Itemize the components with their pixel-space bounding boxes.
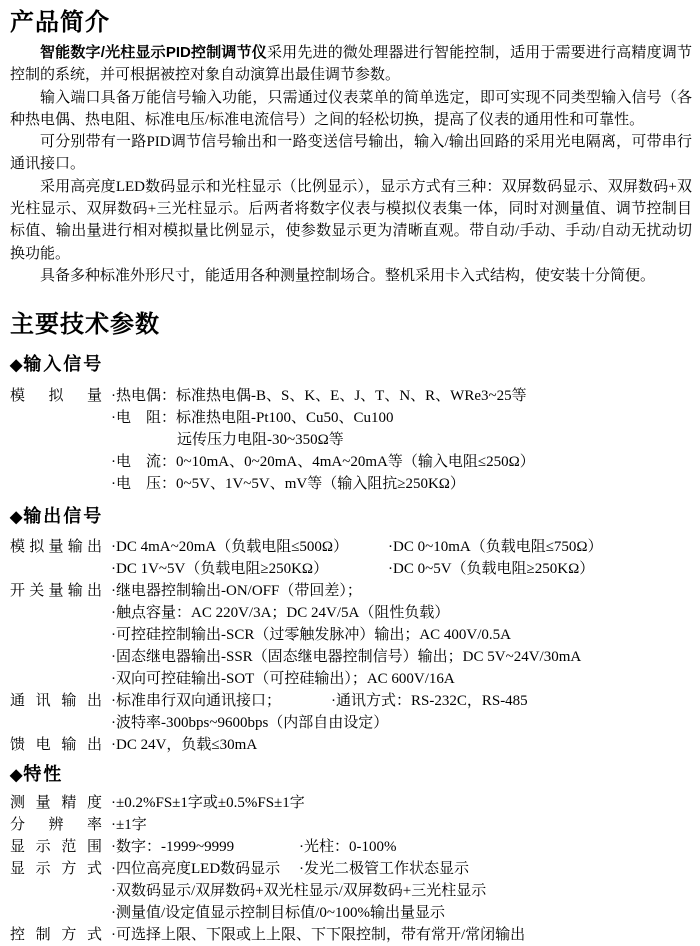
section-input-signals [10,351,692,495]
spec-lines [102,792,692,814]
spec-row-analog-quantity [10,385,692,495]
spec-cell: ·DC 1V~5V（负载电阻≥250KΩ） [111,561,329,578]
spec-line-current: ·电 流：0~10mA、0~20mA、4mA~20mA等（输入电阻≤250Ω） [111,454,535,471]
diamond-icon: ◆ [10,509,23,527]
spec-row-switch-output [10,580,692,690]
spec-row-comm-output [10,690,692,734]
intro-paragraph-4: 采用高亮度LED数码显示和光柱显示（比例显示），显示方式有三种：双屏数码显示、双屏数码+双光柱显示、双屏数码+三光柱显示。后两者将数字仪表与模拟仪表集一体，同时对测量值、调节控制目标值、输出量进行相对模拟量比例显示，使参数显示更为清晰直观。带自动/手动、手动/自动无扰动切换功能。 [10,178,692,262]
section-output-signals [10,503,692,756]
spec-line-sot: ·双向可控硅输出-SOT（可控硅输出）；AC 600V/16A [111,671,455,688]
intro-paragraph-1 [10,42,692,87]
intro-lead-product-name: 智能数字/光柱显示PID控制调节仪 [40,44,267,61]
spec-cell: ·数字：-1999~9999 [111,839,235,856]
spec-line-ssr: ·固态继电器输出-SSR（固态继电器控制信号）输出；DC 5V~24V/30mA [111,649,582,666]
spec-cell: ·DC 4mA~20mA（负载电阻≤500Ω） [111,539,349,556]
spec-line-analog-out-2 [111,558,692,580]
spec-cell: ·光柱：0-100% [299,839,397,856]
intro-section [10,42,692,287]
spec-line-resistance: ·电 阻：标准热电阻-Pt100、Cu50、Cu100 [111,410,394,427]
intro-paragraph-5: 具备多种标准外形尺寸，能适用各种测量控制场合。整机采用卡入式结构，使安装十分简便。 [40,267,656,284]
spec-line-feed: ·DC 24V，负载≤30mA [111,737,258,754]
spec-line-scr: ·可控硅控制输出-SCR（过零触发脉冲）输出；AC 400V/0.5A [111,627,512,644]
spec-row-label: 模拟量输出 [10,539,102,556]
spec-cell: ·四位高亮度LED数码显示 [111,861,281,878]
section-features [10,761,692,946]
spec-line-contact-capacity: ·触点容量：AC 220V/3A；DC 24V/5A（阻性负载） [111,605,450,622]
spec-row-label: 开关量输出 [10,583,102,600]
spec-lines [102,814,692,836]
intro-paragraph-1-text: 采用先进的微处理器进行智能控制，适用于需要进行高精度调节控制的系统，并可根据被控对象自动演算出最佳调节参数。 [10,45,692,84]
spec-row-label: 显示方式 [10,861,102,878]
spec-cell: ·DC 0~5V（负载电阻≥250KΩ） [388,561,595,578]
spec-line-control: ·可选择上限、下限或上上限、下下限控制，带有常开/常闭输出 [111,927,526,944]
spec-lines [102,690,692,734]
spec-line-analog-out-1 [111,536,692,558]
spec-line-range [111,836,692,858]
spec-row-display-mode [10,858,692,924]
spec-line-baud-rate: ·波特率-300bps~9600bps（内部自由设定） [111,715,389,732]
spec-line-relay: ·继电器控制输出-ON/OFF（带回差）； [111,583,362,600]
intro-paragraph-3: 可分别带有一路PID调节信号输出和一路变送信号输出，输入/输出回路的采用光电隔离，可带串行通讯接口。 [10,134,692,173]
spec-row-label: 测量精度 [10,795,102,812]
spec-line-display-3: ·测量值/设定值显示控制目标值/0~100%输出量显示 [111,905,445,922]
diamond-icon: ◆ [10,767,23,785]
spec-row-resolution [10,814,692,836]
section-heading-features [10,761,692,789]
spec-lines [102,536,692,580]
spec-cell: ·标准串行双向通讯接口； [111,693,281,710]
spec-line-display-2: ·双数码显示/双屏数码+双光柱显示/双屏数码+三光柱显示 [111,883,487,900]
spec-row-label: 显示范围 [10,839,102,856]
spec-lines [102,734,692,756]
spec-lines [102,580,692,690]
spec-row-display-range [10,836,692,858]
section-heading-features-label: 特性 [23,764,64,785]
specs-title: 主要技术参数 [10,311,160,339]
spec-line-thermocouple: ·热电偶：标准热电偶-B、S、K、E、J、T、N、R、WRe3~25等 [111,388,527,405]
section-heading-output-label: 输出信号 [23,506,104,527]
spec-line-comm-1 [111,690,692,712]
intro-paragraph-2: 输入端口具备万能信号输入功能，只需通过仪表菜单的简单选定，即可实现不同类型输入信号（各种热电偶、热电阻、标准电压/标准电流信号）之间的轻松切换，提高了仪表的通用性和可靠性。 [10,89,692,128]
spec-lines [102,858,692,924]
spec-cell: ·DC 0~10mA（负载电阻≤750Ω） [388,539,603,556]
diamond-icon: ◆ [10,357,23,375]
spec-row-label: 控制方式 [10,927,102,944]
spec-row-label: 模拟量 [10,388,102,405]
spec-line-remote-pressure: 远传压力电阻-30~350Ω等 [177,432,344,449]
section-heading-output [10,503,692,531]
spec-lines [102,385,692,495]
spec-line-resolution: ·±1字 [111,817,147,834]
spec-row-label: 分辨率 [10,817,102,834]
spec-lines [102,836,692,858]
spec-line-voltage: ·电 压：0~5V、1V~5V、mV等（输入阻抗≥250KΩ） [111,476,465,493]
spec-row-analog-output [10,536,692,580]
spec-line-accuracy: ·±0.2%FS±1字或±0.5%FS±1字 [111,795,305,812]
section-heading-input-label: 输入信号 [23,354,104,375]
spec-cell: ·通讯方式：RS-232C，RS-485 [331,693,528,710]
spec-row-control-mode [10,924,692,946]
spec-row-feed-output [10,734,692,756]
spec-row-label: 通讯输出 [10,693,102,710]
section-heading-input [10,351,692,379]
spec-line-display-1 [111,858,692,880]
spec-cell: ·发光二极管工作状态显示 [299,861,469,878]
intro-title: 产品简介 [10,9,110,36]
spec-row-label: 馈电输出 [10,737,102,754]
spec-lines [102,924,692,946]
spec-row-accuracy [10,792,692,814]
